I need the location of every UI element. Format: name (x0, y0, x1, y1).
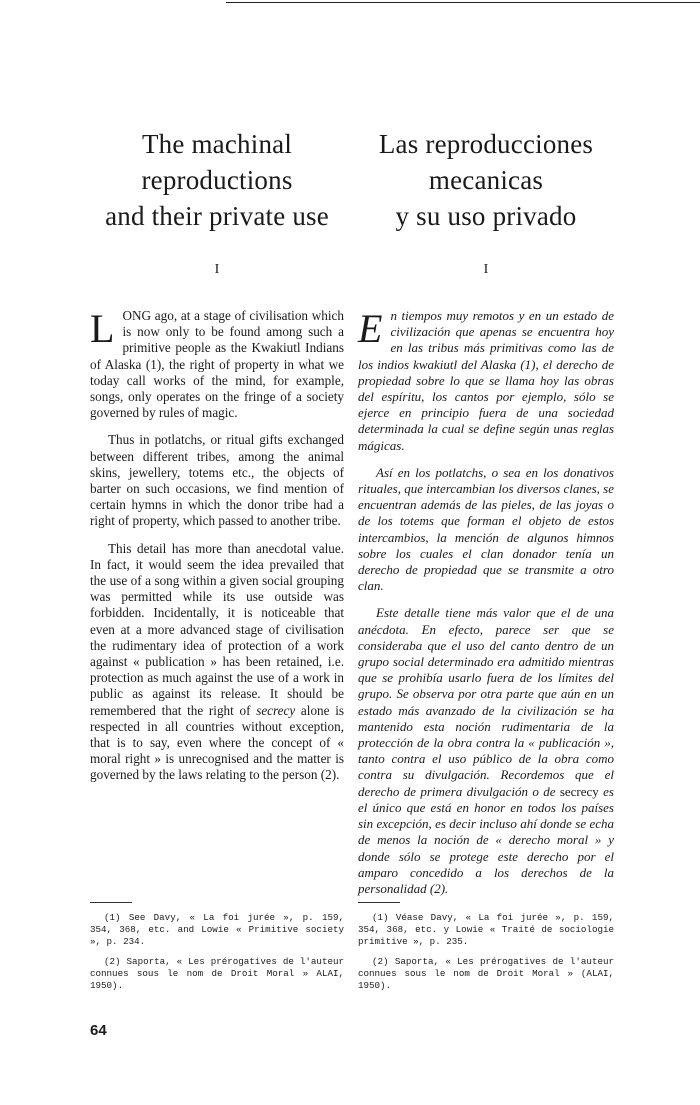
english-paragraph-1 (90, 308, 344, 421)
spanish-title-line-2: mecanicas (428, 165, 544, 195)
page-number: 64 (90, 1022, 107, 1039)
english-section-number: I (214, 262, 220, 277)
spanish-paragraph-2: Así en los potlatchs, o sea en los donativos rituales, que intercambian los diversos clanes, se encuentran además de las pieles, de las joyas o de los totems que forman el objeto de estos intercambios, la mención de algunos himnos sobre los cuales el clan donador tenía un derecho de propiedad que se transmite a otro clan. (358, 464, 614, 594)
spanish-footnotes (358, 912, 614, 1000)
spanish-footnote-2: (2) Saporta, « Les prérogatives de l'auteur connues sous le nom de Droit Moral » (ALAI, 1950). (358, 956, 614, 991)
spanish-title (358, 126, 614, 234)
spanish-paragraph-3-text-b: es el único que está en honor en todos los países sin excepción, es decir incluso ahí donde se echa de menos la noción de « derecho moral » y donde sólo se protege este derecho por el amparo concedido a los derechos de la personalidad (2). (358, 783, 614, 896)
english-title-line-2: reproductions (141, 165, 293, 195)
english-footnotes (90, 912, 344, 1000)
spanish-title-line-3: y su uso privado (395, 201, 577, 231)
spanish-footnote-rule (358, 902, 400, 903)
english-paragraph-1-text: ago, at a stage of civilisation which is now only to be found among such a primitive people as the Kwakiutl Indians of Alaska (1), the right of property in what we today call works of the mind, for example, songs, only operates on the fringe of a society governed by rules of magic. (90, 308, 344, 421)
spanish-footnote-1: (1) Véase Davy, « La foi jurée », p. 159, 354, 368, etc. y Lowie « Traité de sociologie primitive », p. 235. (358, 912, 614, 947)
spanish-drop-cap: E (358, 306, 383, 351)
english-body (90, 308, 344, 795)
english-paragraph-3-text-a: This detail has more than anecdotal value. In fact, it would seem the idea prevailed that the use of a song within a given social grouping was permitted while its use outside was forbidden. Incidentally, it is noticeable that even at a more advanced stage of civilisation the rudimentary idea of protection of a work against « publication » has been retained, i.e. protection as much against the use of a work in public as against its release. It should be remembered that the right of (90, 540, 344, 718)
spanish-paragraph-3 (358, 605, 614, 897)
english-footnote-1: (1) See Davy, « La foi jurée », p. 159, 354, 368, etc. and Lowie « Primitive society », p. 234. (90, 912, 344, 947)
english-footnote-2: (2) Saporta, « Les prérogatives de l'auteur connues sous le nom de Droit Moral » ALAI, 1950). (90, 956, 344, 991)
english-footnote-rule (90, 902, 132, 903)
english-paragraph-3-text-b: alone is respected in all countries without exception, that is to say, even where the concept of « moral right » is unrecognised and the matter is governed by the laws relating to the person (2). (90, 702, 344, 783)
english-lead-word: ONG (122, 308, 152, 323)
spanish-paragraph-1-text: n tiempos muy remotos y en un estado de civilización que apenas se encuentra hoy en las tribus más primitivas como las de los indios kwakiutl del Alaska (1), el derecho de propiedad sobre lo que se llama hoy las obras del espíritu, los cantos por ejemplo, sólo se ejerce en principio fuera de una sociedad determinada la cual se define según unas reglas mágicas. (358, 308, 614, 453)
spanish-secrecy-term: secrecy (559, 783, 599, 799)
english-drop-cap: L (90, 306, 115, 351)
spanish-title-line-1: Las reproducciones (378, 129, 594, 159)
english-paragraph-3 (90, 541, 344, 784)
english-title-line-3: and their private use (105, 201, 329, 231)
top-rule (226, 2, 700, 3)
english-paragraph-2: Thus in potlatchs, or ritual gifts exchanged between different tribes, among the animal skins, jewellery, totems etc., the objects of barter on such occasions, we find mention of certain hymns in which the donor tribe had a right of property, which passed to another tribe. (90, 432, 344, 529)
spanish-section-number: I (483, 262, 489, 277)
english-title-line-1: The machinal (141, 129, 293, 159)
spanish-paragraph-1 (358, 308, 614, 454)
english-title (90, 126, 344, 234)
spanish-body (358, 308, 614, 908)
spanish-paragraph-3-text-a: Este detalle tiene más valor que el de una anécdota. En efecto, parece ser que se consideraba que el uso del canto dentro de un grupo social determinado era admitido mientras que se prohibía usarlo fuera de los límites del grupo. Se observa por otra parte que aún en un estado más avanzado de la civilización se ha mantenido esta noción rudimentaria de la protección de la obra contra la « publicación », tanto contra el uso público de la obra como contra su divulgación. Recordemos que el derecho de primera divulgación o de (358, 605, 614, 799)
english-secrecy-term: secrecy (256, 702, 296, 718)
